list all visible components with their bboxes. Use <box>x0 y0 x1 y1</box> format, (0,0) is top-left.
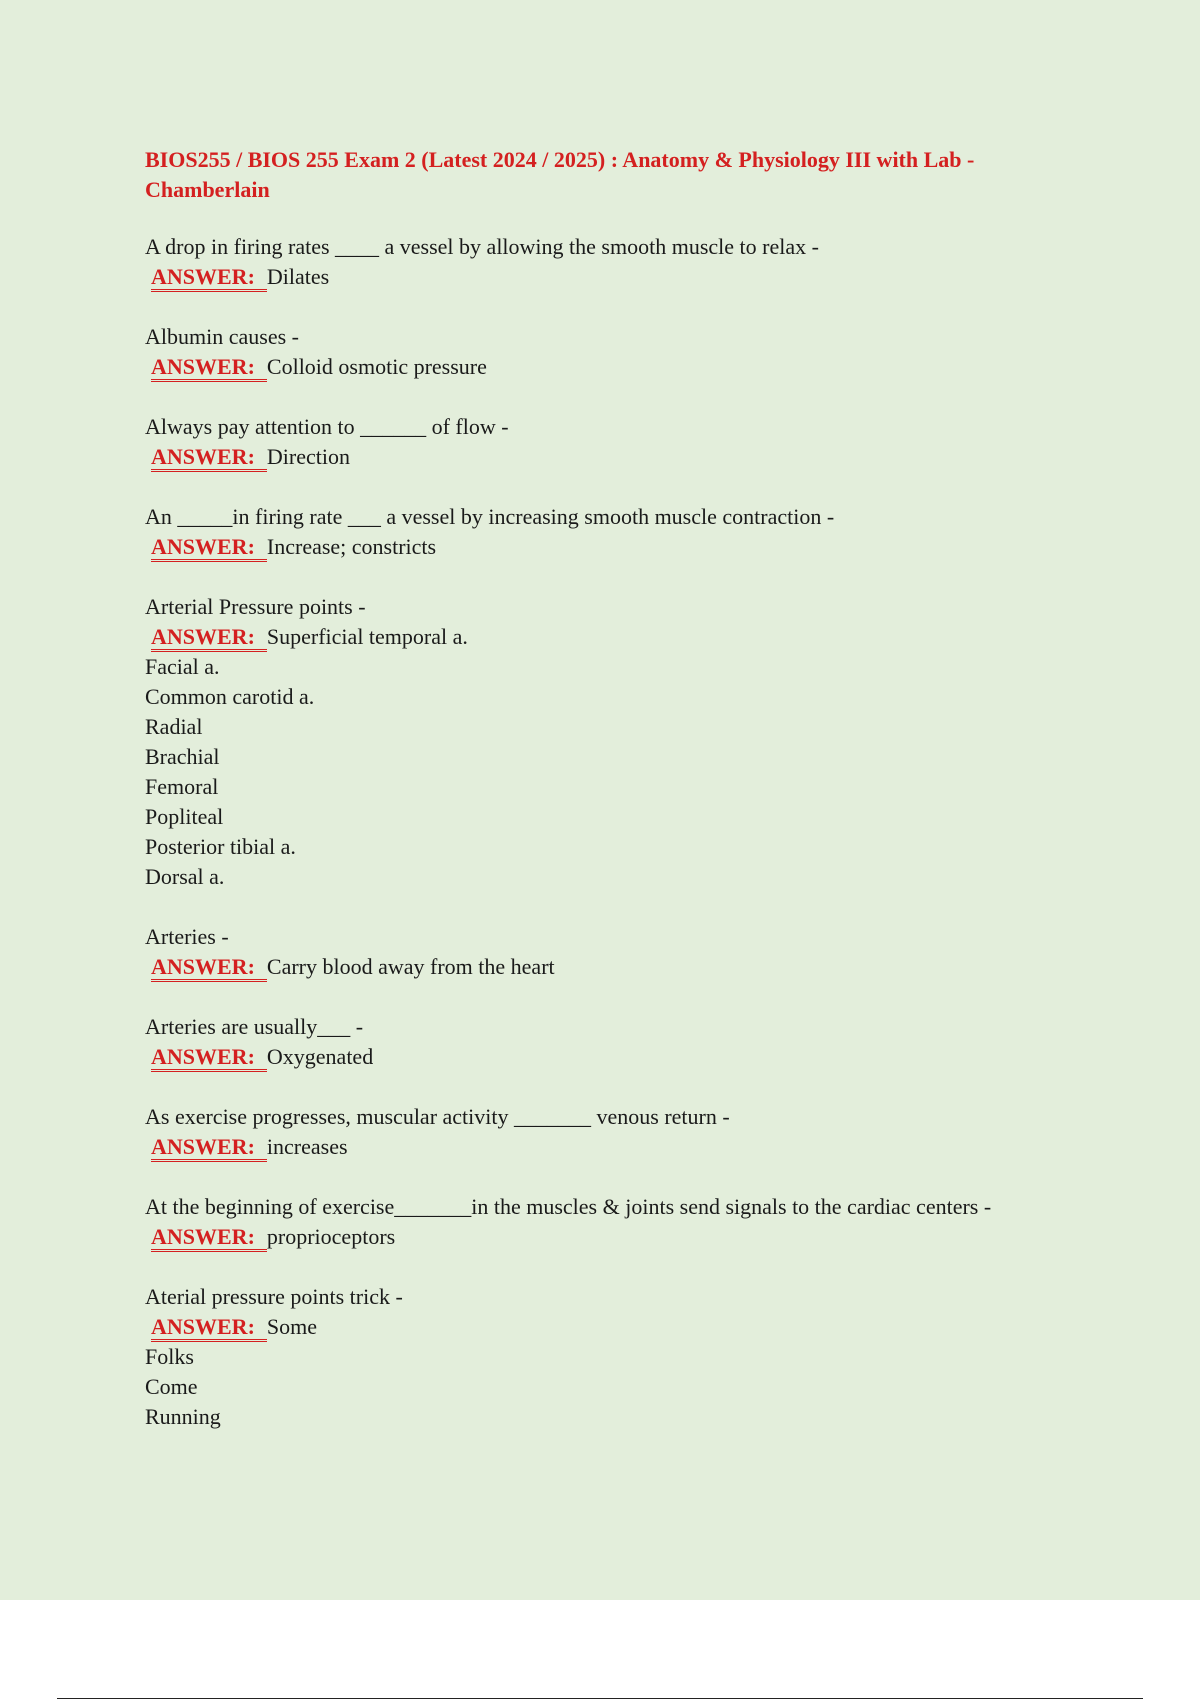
answer-text: proprioceptors <box>266 1224 396 1249</box>
qa-item <box>145 1102 1085 1162</box>
answer-line <box>145 442 1085 472</box>
document-title: BIOS255 / BIOS 255 Exam 2 (Latest 2024 / 2025) : Anatomy & Physiology III with Lab - Chamberlain <box>145 147 975 202</box>
answer-continuation-line: Radial <box>145 714 203 739</box>
answer-text: Oxygenated <box>266 1044 374 1069</box>
qa-item <box>145 412 1085 472</box>
answer-continuation-line: Dorsal a. <box>145 864 225 889</box>
qa-list <box>145 232 1085 1432</box>
answer-text: Some <box>266 1314 318 1339</box>
answer-text: Carry blood away from the heart <box>266 954 555 979</box>
answer-label: ANSWER: <box>151 1225 267 1252</box>
question-text: At the beginning of exercise_______in the muscles & joints send signals to the cardiac centers - <box>145 1194 992 1219</box>
answer-label: ANSWER: <box>151 625 267 652</box>
answer-label: ANSWER: <box>151 1045 267 1072</box>
question-text: Arteries are usually___ - <box>145 1014 364 1039</box>
answer-continuation-line: Posterior tibial a. <box>145 834 296 859</box>
document-body <box>145 145 1085 1462</box>
answer-label: ANSWER: <box>151 1315 267 1342</box>
answer-label: ANSWER: <box>151 1135 267 1162</box>
qa-item <box>145 1192 1085 1252</box>
qa-item <box>145 592 1085 892</box>
answer-continuation-line: Common carotid a. <box>145 684 315 709</box>
qa-item <box>145 322 1085 382</box>
question-text: Arteries - <box>145 924 229 949</box>
answer-line <box>145 1042 1085 1072</box>
answer-continuation-line: Popliteal <box>145 804 224 829</box>
answer-label: ANSWER: <box>151 355 267 382</box>
question-text: A drop in firing rates ____ a vessel by allowing the smooth muscle to relax - <box>145 234 819 259</box>
question-text: An _____in firing rate ___ a vessel by increasing smooth muscle contraction - <box>145 504 835 529</box>
answer-line <box>145 952 1085 982</box>
answer-continuation-line: Femoral <box>145 774 219 799</box>
answer-line <box>145 352 1085 382</box>
answer-continuation-line: Come <box>145 1374 198 1399</box>
answer-continuation-line: Running <box>145 1404 221 1429</box>
answer-continuation-line: Folks <box>145 1344 194 1369</box>
answer-line <box>145 1132 1085 1162</box>
answer-label: ANSWER: <box>151 445 267 472</box>
answer-text: Superficial temporal a. <box>266 624 468 649</box>
answer-line <box>145 262 1085 292</box>
qa-item <box>145 232 1085 292</box>
qa-item <box>145 1012 1085 1072</box>
answer-continuation-line: Brachial <box>145 744 220 769</box>
footer-divider <box>57 1698 1143 1699</box>
answer-label: ANSWER: <box>151 955 267 982</box>
answer-text: Increase; constricts <box>266 534 437 559</box>
answer-text: Dilates <box>266 264 330 289</box>
qa-item <box>145 502 1085 562</box>
answer-line <box>145 1312 1085 1342</box>
qa-item <box>145 922 1085 982</box>
answer-label: ANSWER: <box>151 265 267 292</box>
answer-text: Direction <box>266 444 350 469</box>
question-text: Arterial Pressure points - <box>145 594 366 619</box>
answer-text: Colloid osmotic pressure <box>266 354 487 379</box>
answer-line <box>145 1222 1085 1252</box>
question-text: Aterial pressure points trick - <box>145 1284 403 1309</box>
qa-item <box>145 1282 1085 1432</box>
answer-continuation-line: Facial a. <box>145 654 220 679</box>
question-text: Albumin causes - <box>145 324 299 349</box>
answer-text: increases <box>266 1134 348 1159</box>
answer-line <box>145 532 1085 562</box>
answer-line <box>145 622 1085 652</box>
question-text: As exercise progresses, muscular activity _______ venous return - <box>145 1104 730 1129</box>
question-text: Always pay attention to ______ of flow - <box>145 414 509 439</box>
answer-label: ANSWER: <box>151 535 267 562</box>
